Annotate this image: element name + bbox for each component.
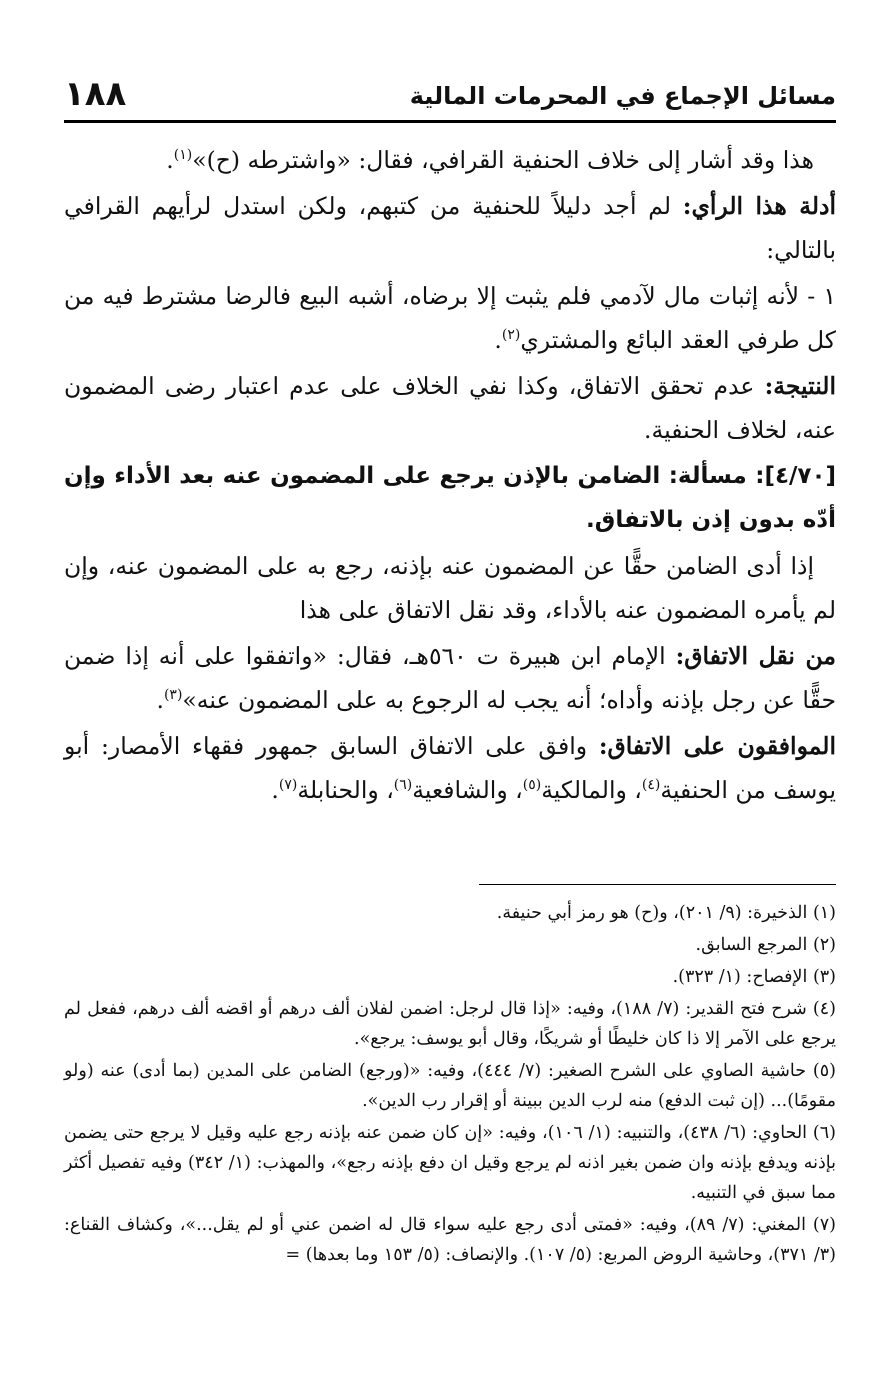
paragraph-5 [64, 544, 836, 632]
footnote-ref-2: (٢) [501, 327, 521, 344]
paragraph-text: عدم تحقق الاتفاق، وكذا نفي الخلاف على عدم اعتبار رضى المضمون عنه، لخلاف الحنفية. [64, 372, 836, 444]
footnote-number: (٧) [812, 1215, 836, 1235]
paragraph-3 [64, 274, 836, 362]
header-rule [64, 120, 836, 123]
footnote-ref-1: (١) [173, 147, 193, 164]
footnote-text: المرجع السابق. [695, 935, 808, 955]
page-header [64, 74, 836, 114]
footnote-number: (٣) [812, 967, 836, 987]
footnote-text: حاشية الصاوي على الشرح الصغير: (٧/ ٤٤٤)، وفيه: «(ورجع) الضامن على المدين (بما أدى) عنه (ولو مقومًا)... (إن ثبت الدفع) منه لرب الدين ببينة أو إقرار رب الدين». [64, 1061, 836, 1111]
issue-heading: [٤/٧٠]: مسألة: الضامن بالإذن يرجع على المضمون عنه بعد الأداء وإن أدّه بدون إذن بالاتفاق. [64, 463, 836, 533]
footnote-number: (٤) [812, 999, 836, 1019]
paragraph-text: ١ - لأنه إثبات مال لآدمي فلم يثبت إلا برضاه، أشبه البيع فالرضا مشترط فيه من كل طرفي العقد البائع والمشتري [64, 282, 836, 354]
footnote-ref-5: (٥) [522, 777, 542, 794]
paragraph-text: الإمام ابن هبيرة ت ٥٦٠هـ، فقال: «واتفقوا على أنه إذا ضمن حقًّا عن رجل بإذنه وأداه؛ أنه يجب له الرجوع به على المضمون عنه» [64, 642, 836, 714]
footnotes [64, 898, 836, 1272]
footnote [64, 1056, 836, 1116]
footnote-text: الحاوي: (٦/ ٤٣٨)، والتنبيه: (١/ ١٠٦)، وفيه: «إن كان ضمن عنه بإذنه رجع عليه وقيل لا يرجع حتى يضمن بإذنه ويدفع بإذنه وان ضمن بغير اذنه لم يرجع وقيل ان دفع بإذنه رجع»، والمهذب: (١/ ٣٤٢) وفيه تفصيل أكثر مما سبق في التنبيه. [64, 1123, 836, 1203]
footnote-ref-3: (٣) [163, 687, 183, 704]
footnote-separator [479, 884, 836, 885]
footnote [64, 962, 836, 992]
paragraph-text: وافق على الاتفاق السابق جمهور فقهاء الأمصار: أبو يوسف من الحنفية [64, 732, 836, 804]
footnote-text: الذخيرة: (٩/ ٢٠١)، و(ح) هو رمز أبي حنيفة. [496, 903, 808, 923]
footnote-ref-6: (٦) [393, 777, 413, 794]
footnote-number: (١) [812, 903, 836, 923]
page-number: ١٨٨ [64, 74, 127, 114]
footnote [64, 1210, 836, 1270]
paragraph-1 [64, 138, 836, 182]
footnote-text: المغني: (٧/ ٨٩)، وفيه: «فمتى أدى رجع عليه سواء قال له اضمن عني أو لم يقل...»، وكشاف القناع: (٣/ ٣٧١)، وحاشية الروض المربع: (٥/ ١٠٧). والإنصاف: (٥/ ١٥٣ وما بعدها) = [64, 1215, 836, 1265]
paragraph-end: . [271, 776, 279, 804]
footnote [64, 898, 836, 928]
footnote [64, 930, 836, 960]
paragraph-label: أدلة هذا الرأي: [682, 192, 836, 220]
paragraph-7 [64, 724, 836, 812]
footnote-number: (٥) [812, 1061, 836, 1081]
paragraph-2 [64, 184, 836, 272]
paragraph-6 [64, 634, 836, 722]
paragraph-text: ، والمالكية [541, 776, 642, 804]
main-text [64, 138, 836, 814]
footnote [64, 1118, 836, 1208]
running-title: مسائل الإجماع في المحرمات المالية [409, 82, 836, 110]
footnote-ref-7: (٧) [278, 777, 298, 794]
footnote-ref-4: (٤) [641, 777, 661, 794]
paragraph-text: لم أجد دليلاً للحنفية من كتبهم، ولكن استدل لرأيهم القرافي بالتالي: [64, 192, 836, 264]
paragraph-label: النتيجة: [764, 372, 836, 400]
paragraph-text: ، والشافعية [412, 776, 523, 804]
footnote [64, 994, 836, 1054]
footnote-text: شرح فتح القدير: (٧/ ١٨٨)، وفيه: «إذا قال لرجل: اضمن لفلان ألف درهم أو اقضه ألف درهم، ففعل لم يرجع على الآمر إلا ذا كان خليطًا أو شريكًا، وقال أبو يوسف: يرجع». [64, 999, 836, 1049]
paragraph-end: . [156, 686, 164, 714]
paragraph-text: ، والحنابلة [297, 776, 394, 804]
paragraph-label: الموافقون على الاتفاق: [598, 732, 836, 760]
footnote-number: (٢) [812, 935, 836, 955]
footnote-text: الإفصاح: (١/ ٣٢٣). [672, 967, 808, 987]
paragraph-label: من نقل الاتفاق: [675, 642, 836, 670]
paragraph-end: . [494, 326, 502, 354]
paragraph-text: هذا وقد أشار إلى خلاف الحنفية القرافي، فقال: «واشترطه (ح)» [192, 146, 814, 174]
paragraph-end: . [166, 146, 174, 174]
paragraph-4 [64, 364, 836, 452]
footnote-number: (٦) [812, 1123, 836, 1143]
paragraph-text: إذا أدى الضامن حقًّا عن المضمون عنه بإذنه، رجع به على المضمون عنه، وإن لم يأمره المضمون عنه بالأداء، وقد نقل الاتفاق على هذا [64, 552, 836, 624]
